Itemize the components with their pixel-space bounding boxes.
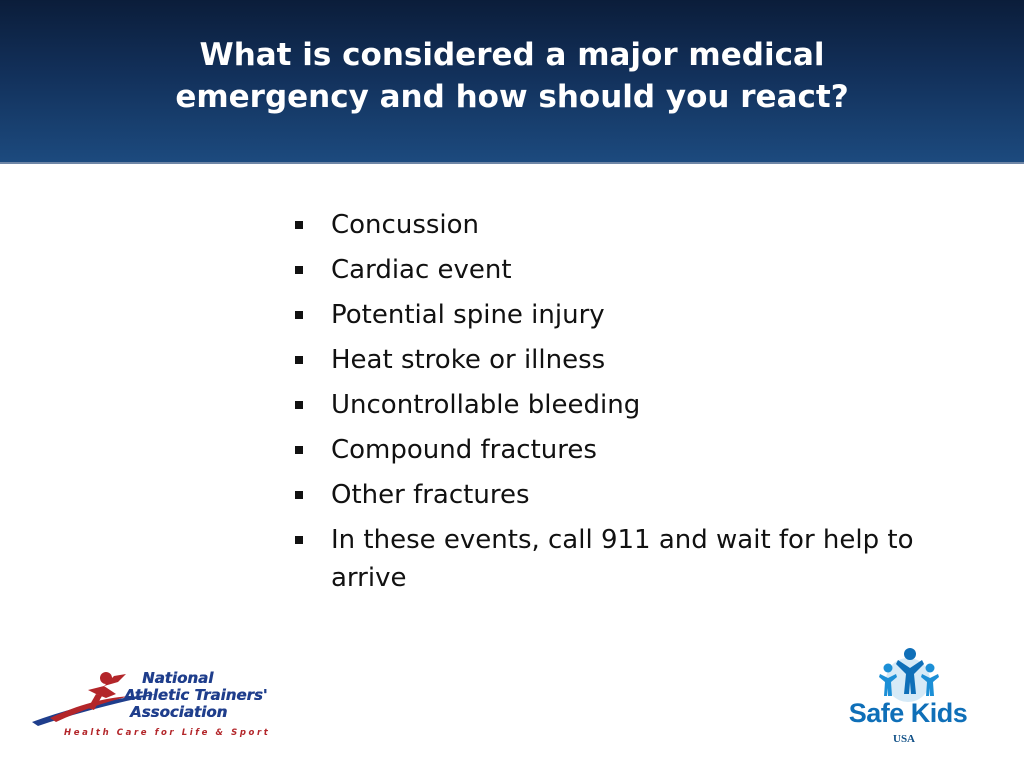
bullet-item [292, 431, 972, 469]
bullet-item [292, 386, 972, 424]
bullet-text: Compound fractures [331, 435, 597, 465]
bullet-text: Cardiac event [331, 255, 512, 285]
nata-tagline: Health Care for Life & Sport [64, 728, 271, 738]
slide-title-line-1: What is considered a major medical [199, 37, 825, 73]
square-bullet-icon [295, 356, 303, 364]
nata-line-3: Association [130, 703, 228, 721]
bullet-text: Potential spine injury [331, 300, 605, 330]
nata-line-1: National [142, 669, 214, 687]
square-bullet-icon [295, 311, 303, 319]
square-bullet-icon [295, 221, 303, 229]
bullet-item [292, 251, 972, 289]
bullet-text: Concussion [331, 210, 480, 240]
bullet-text: Other fractures [331, 480, 530, 510]
slide-title-line-2: emergency and how should you react? [175, 79, 849, 115]
kids-figures-icon [874, 646, 944, 704]
bullet-text: Heat stroke or illness [331, 345, 606, 375]
nata-wordmark [124, 670, 267, 721]
square-bullet-icon [295, 266, 303, 274]
bullet-text: Uncontrollable bleeding [331, 390, 641, 420]
square-bullet-icon [295, 401, 303, 409]
bullet-item [292, 206, 972, 244]
bullet-item [292, 296, 972, 334]
square-bullet-icon [295, 446, 303, 454]
safe-kids-logo [838, 646, 978, 756]
square-bullet-icon [295, 491, 303, 499]
title-banner [0, 0, 1024, 164]
safe-kids-wordmark: Safe Kids [848, 698, 968, 728]
bullet-item [292, 521, 972, 597]
square-bullet-icon [295, 536, 303, 544]
safe-kids-usa-label: USA [893, 733, 916, 745]
slide-title [0, 34, 1024, 118]
nata-line-2: Athletic Trainers' [124, 686, 268, 704]
nata-logo [30, 668, 290, 744]
bullet-item [292, 341, 972, 379]
bullet-item [292, 476, 972, 514]
bullet-text: In these events, call 911 and wait for help to arrive [331, 525, 914, 593]
bullet-list [292, 206, 972, 604]
